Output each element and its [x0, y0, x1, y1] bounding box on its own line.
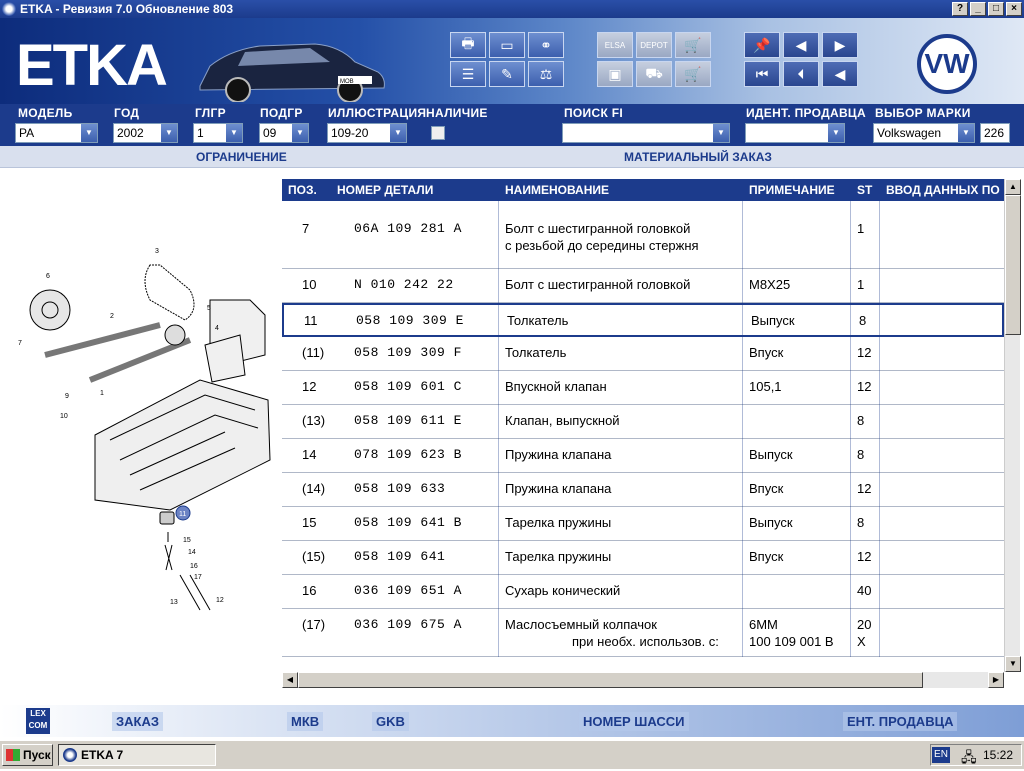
pin-icon: 📌 [753, 36, 771, 53]
cell-part: 06A 109 281 A [354, 221, 462, 236]
network-icon[interactable]: 🖧 [961, 749, 977, 765]
screen-button[interactable] [597, 61, 633, 87]
cell-part: 058 109 633 [354, 481, 446, 496]
skip-back-icon: ⏴ [797, 65, 805, 82]
cell-note: Выпуск [749, 515, 793, 530]
cell-part: 058 109 309 F [354, 345, 462, 360]
cell-pos: 16 [302, 583, 317, 598]
cell-st: 12 [857, 379, 872, 394]
col-note[interactable]: ПРИМЕЧАНИЕ [749, 183, 835, 197]
cell-pos: (17) [302, 617, 326, 632]
scale-button[interactable] [528, 61, 564, 87]
main-group-value: 1 [197, 126, 204, 140]
start-label: Пуск [23, 748, 51, 762]
restore-button[interactable]: □ [988, 2, 1004, 16]
order-link[interactable]: ЗАКАЗ [112, 712, 163, 731]
cell-name: Впускной клапан [505, 379, 607, 394]
cell-name: Толкатель [505, 345, 567, 360]
table-row[interactable] [282, 507, 1004, 541]
bottom-bar [0, 705, 1024, 737]
chevron-down-icon: ▼ [713, 124, 729, 142]
cell-name: Болт с шестигранной головкой [505, 221, 691, 236]
cell-note: Впуск [749, 481, 784, 496]
callout-7: 7 [18, 340, 22, 347]
callout-16: 16 [190, 563, 198, 570]
vehicle-button[interactable] [636, 61, 672, 87]
cell-name2: при необх. использов. с: [572, 634, 719, 649]
cell-st: 1 [857, 277, 865, 292]
horizontal-scrollbar[interactable] [282, 672, 1004, 688]
illustration-value: 109-20 [331, 126, 369, 140]
col-name[interactable]: НАИМЕНОВАНИЕ [505, 183, 609, 197]
table-row[interactable] [282, 439, 1004, 473]
close-button[interactable]: × [1006, 2, 1022, 16]
scroll-down-button[interactable]: ▼ [1005, 656, 1021, 672]
cell-pos: 14 [302, 447, 317, 462]
table-row[interactable] [282, 303, 1004, 337]
chevron-down-icon: ▼ [958, 124, 974, 142]
cell-name: Пружина клапана [505, 481, 612, 496]
callout-9: 9 [65, 393, 69, 400]
main-group-label: ГЛГР [195, 106, 226, 120]
illustration-label: ИЛЛЮСТРАЦИЯ [328, 106, 427, 120]
gkb-link[interactable]: GKB [372, 712, 409, 731]
print-icon: 🖶 [461, 35, 475, 51]
hscroll-thumb[interactable] [298, 672, 923, 688]
task-etka[interactable] [58, 744, 216, 766]
cell-note: 6MM [749, 617, 778, 632]
doc-forward-icon: ▶ [834, 36, 846, 53]
callout-13: 13 [170, 599, 178, 606]
sub-group-label: ПОДГР [260, 106, 303, 120]
cell-part: 036 109 651 A [354, 583, 462, 598]
dealer-select[interactable] [745, 123, 845, 143]
skip-first-icon: ⏮ [755, 65, 769, 82]
callout-1: 1 [100, 390, 104, 397]
cell-note: Выпуск [749, 447, 793, 462]
col-part-number[interactable]: НОМЕР ДЕТАЛИ [337, 183, 434, 197]
cell-part: 058 109 641 B [354, 515, 462, 530]
cart-icon: 🛒 [684, 65, 702, 82]
cell-pos: 12 [302, 379, 317, 394]
callout-4: 4 [215, 325, 219, 332]
main-group-select[interactable] [193, 123, 243, 143]
windows-icon [6, 749, 20, 761]
cell-name: Тарелка пружины [505, 549, 612, 564]
cell-name2: с резьбой до середины стержня [505, 238, 699, 253]
chevron-down-icon: ▼ [81, 124, 97, 142]
skip-first-button[interactable] [744, 61, 780, 87]
window-icon: ▭ [500, 36, 514, 53]
cell-st: 12 [857, 549, 872, 564]
scale-icon: ⚖ [539, 65, 553, 82]
callout-15: 15 [183, 537, 191, 544]
etka-logo: ETKA [16, 33, 166, 98]
list-icon: ☰ [461, 65, 475, 82]
table-row[interactable] [282, 269, 1004, 303]
parts-table [282, 179, 1004, 662]
cell-part: 058 109 309 E [356, 313, 464, 328]
sub-group-select[interactable] [259, 123, 309, 143]
table-row[interactable] [282, 541, 1004, 575]
cell-part: 058 109 611 E [354, 413, 462, 428]
cell-pos: 7 [302, 221, 310, 236]
chevron-down-icon: ▼ [226, 124, 242, 142]
model-label: МОДЕЛЬ [18, 106, 73, 120]
cell-name: Сухарь конический [505, 583, 621, 598]
sub-group-value: 09 [263, 126, 277, 140]
brand-label: ВЫБОР МАРКИ [875, 106, 971, 120]
material-order-link[interactable]: МАТЕРИАЛЬНЫЙ ЗАКАЗ [624, 150, 772, 164]
scroll-up-button[interactable]: ▲ [1005, 179, 1021, 195]
cell-part: 058 109 641 [354, 549, 446, 564]
sub-bar [0, 146, 1024, 168]
model-value: PA [19, 126, 35, 140]
callout-14: 14 [188, 549, 196, 556]
screen-icon: ▣ [608, 65, 622, 82]
parts-illustration[interactable] [0, 170, 280, 690]
cell-name: Клапан, выпускной [505, 413, 620, 428]
car-image [190, 28, 390, 102]
doc-forward-button[interactable] [822, 32, 858, 58]
cell-st2: X [857, 634, 866, 649]
callout-10: 10 [60, 413, 68, 420]
callout-5: 5 [207, 305, 211, 312]
chassis-number-link[interactable]: НОМЕР ШАССИ [579, 712, 689, 731]
cell-note: M8X25 [749, 277, 791, 292]
model-select[interactable] [15, 123, 98, 143]
col-input[interactable]: ВВОД ДАННЫХ ПО [886, 183, 1000, 197]
cell-part: 058 109 601 C [354, 379, 462, 394]
cell-st: 8 [857, 515, 865, 530]
cell-note: Выпуск [751, 313, 795, 328]
cell-st: 1 [857, 221, 865, 236]
chevron-down-icon: ▼ [390, 124, 406, 142]
pencil-icon: ✎ [501, 65, 513, 82]
cell-name: Толкатель [507, 313, 569, 328]
pin-button[interactable] [744, 32, 780, 58]
cell-part: 036 109 675 A [354, 617, 462, 632]
scroll-left-button[interactable]: ◀ [282, 672, 298, 688]
cell-part: 078 109 623 B [354, 447, 462, 462]
brand-select[interactable] [873, 123, 975, 143]
cell-pos: 11 [304, 313, 318, 328]
table-row[interactable] [282, 405, 1004, 439]
column-divider [850, 179, 851, 657]
cell-name: Маслосъемный колпачок [505, 617, 657, 632]
table-header [282, 179, 1004, 201]
cell-pos: (14) [302, 481, 326, 496]
cell-note: 105,1 [749, 379, 782, 394]
cell-name: Болт с шестигранной головкой [505, 277, 691, 292]
table-row[interactable] [282, 337, 1004, 371]
table-row[interactable] [282, 609, 1004, 657]
callout-17: 17 [194, 574, 202, 581]
cell-name: Пружина клапана [505, 447, 612, 462]
brand-number: 226 [980, 123, 1010, 143]
skip-back-button[interactable] [783, 61, 819, 87]
vehicle-icon: ⛟ [645, 64, 663, 81]
binoculars-button[interactable] [528, 32, 564, 58]
cell-pos: 10 [302, 277, 317, 292]
cell-st: 8 [859, 313, 867, 328]
cell-st: 8 [857, 447, 865, 462]
cell-name: Тарелка пружины [505, 515, 612, 530]
scroll-thumb[interactable] [1005, 195, 1021, 335]
mkb-link[interactable]: МКВ [287, 712, 323, 731]
selector-bar [0, 104, 1024, 146]
cart-button[interactable] [675, 32, 711, 58]
table-row[interactable] [282, 213, 1004, 269]
year-label: ГОД [114, 106, 140, 120]
cart-icon: 🛒 [684, 36, 702, 53]
language-indicator[interactable]: EN [932, 747, 950, 763]
cell-note2: 100 109 001 B [749, 634, 834, 649]
callout-2: 2 [110, 313, 114, 320]
cell-pos: (11) [302, 345, 325, 360]
chevron-down-icon: ▼ [161, 124, 177, 142]
minimize-button[interactable]: _ [970, 2, 986, 16]
print-button[interactable] [450, 32, 486, 58]
help-button[interactable]: ? [952, 2, 968, 16]
callout-6: 6 [46, 273, 50, 280]
table-row[interactable] [282, 575, 1004, 609]
col-st[interactable]: ST [857, 183, 873, 197]
callout-11: 11 [179, 511, 187, 518]
cell-note: Впуск [749, 549, 784, 564]
doc-back-button[interactable] [783, 32, 819, 58]
etka-app-icon [2, 2, 16, 16]
table-row[interactable] [282, 371, 1004, 405]
clock: 15:22 [983, 748, 1014, 762]
cell-st: 20 [857, 617, 872, 632]
column-divider [879, 179, 880, 657]
back-icon: ◀ [834, 65, 846, 82]
cell-pos: 15 [302, 515, 317, 530]
vertical-scrollbar[interactable] [1004, 179, 1020, 672]
cell-st: 12 [857, 481, 872, 496]
col-pos[interactable]: ПОЗ. [288, 183, 317, 197]
system-tray [930, 744, 1022, 766]
cell-part: N 010 242 22 [354, 277, 454, 292]
year-value: 2002 [117, 126, 144, 140]
cell-st: 12 [857, 345, 872, 360]
window-title: ETKA - Ревизия 7.0 Обновление 803 [20, 2, 234, 16]
callout-12: 12 [216, 597, 224, 604]
search-label: ПОИСК FI [564, 106, 623, 120]
window-titlebar [0, 0, 1024, 18]
chevron-down-icon: ▼ [828, 124, 844, 142]
restriction-link[interactable]: ОГРАНИЧЕНИЕ [196, 150, 287, 164]
cart2-button[interactable] [675, 61, 711, 87]
binoculars-icon: ⚭ [540, 36, 552, 53]
cell-st: 8 [857, 413, 865, 428]
table-row[interactable] [282, 473, 1004, 507]
etka-icon [63, 748, 77, 762]
start-button[interactable] [2, 744, 53, 766]
year-select[interactable] [113, 123, 178, 143]
chevron-down-icon: ▼ [292, 124, 308, 142]
availability-label: НАЛИЧИЕ [426, 106, 488, 120]
column-divider [498, 179, 499, 657]
cell-pos: (15) [302, 549, 326, 564]
edit-button[interactable] [489, 61, 525, 87]
brand-value: Volkswagen [877, 126, 942, 140]
cell-pos: (13) [302, 413, 326, 428]
availability-checkbox[interactable] [431, 126, 445, 140]
lexcom-logo: LEX COM [26, 708, 50, 734]
depot-button[interactable] [636, 32, 672, 58]
banner [0, 18, 1024, 104]
depot-label: DEPOT [640, 40, 668, 50]
scroll-right-button[interactable]: ▶ [988, 672, 1004, 688]
cell-note: Впуск [749, 345, 784, 360]
callout-3: 3 [155, 248, 159, 255]
illustration-select[interactable] [327, 123, 407, 143]
taskbar [0, 740, 1024, 769]
task-label: ETKA 7 [81, 748, 124, 762]
list-button[interactable] [450, 61, 486, 87]
column-divider [742, 179, 743, 657]
dealer-label: ИДЕНТ. ПРОДАВЦА [746, 106, 866, 120]
car-plate: MOB [340, 79, 354, 85]
dealer-id-link[interactable]: ЕНТ. ПРОДАВЦА [843, 712, 957, 731]
elsa-button[interactable] [597, 32, 633, 58]
elsa-label: ELSA [604, 40, 626, 50]
doc-back-icon: ◀ [795, 36, 807, 53]
search-select[interactable] [562, 123, 730, 143]
cell-st: 40 [857, 583, 872, 598]
back-button[interactable] [822, 61, 858, 87]
vw-logo: VW [917, 34, 977, 94]
window-button[interactable] [489, 32, 525, 58]
